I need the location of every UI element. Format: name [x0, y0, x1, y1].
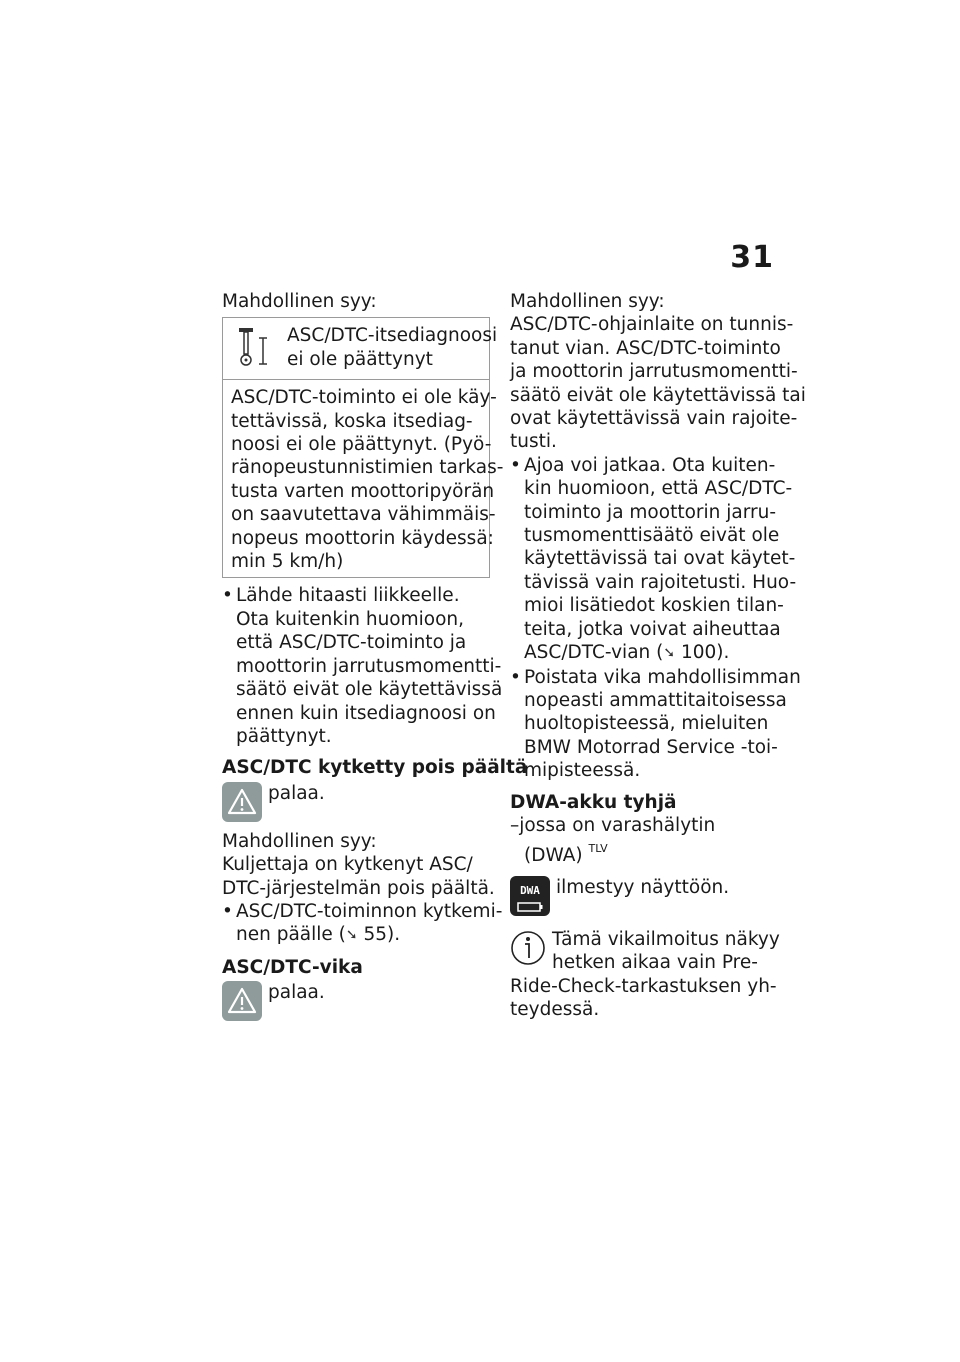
dwa-variant-line: (DWA) $^{TLV}$: [524, 842, 608, 867]
section-heading: DWA-akku tyhjä: [510, 791, 677, 813]
warning-triangle-icon: [222, 981, 262, 1021]
page-number: 31: [730, 240, 774, 275]
list-item: • Ajoa voi jatkaa. Ota kuiten- kin huomioon, että ASC/DTC- toiminto ja moottorin jarru- tusmomenttisäätö eivät ole käytettävissä tai ovat käytet- tävissä vain rajoitetusti. Huo- mioi lisätiedot koskien tilan- teita, jotka voivat aiheuttaa ASC/DTC-vian (➘ 100).: [510, 454, 778, 666]
cause-text: DTC-järjestelmän pois päältä.: [222, 877, 495, 899]
page-reference[interactable]: 55).: [363, 924, 401, 946]
self-diagnosis-box-header: [223, 318, 498, 380]
cause-text: säätö eivät ole käytettävissä tai: [510, 384, 806, 406]
right-column: [510, 290, 806, 1021]
cause-text: ASC/DTC-ohjainlaite on tunnis-: [510, 314, 794, 336]
list-item: • ASC/DTC-toiminnon kytkemi- nen päälle (➘ 55).: [222, 900, 490, 948]
page-reference-arrow-icon: ➘: [663, 645, 676, 662]
list-item: • Poistata vika mahdollisimman nopeasti ammattitaitoisessa huoltopisteessä, mieluiten BMW Motorrad Service -toi- mipisteessä.: [510, 666, 778, 783]
left-column: [222, 290, 528, 1021]
cause-label: Mahdollinen syy:: [510, 291, 665, 312]
warning-row: palaa.: [222, 981, 490, 1021]
info-text: teydessä.: [510, 998, 600, 1020]
cause-text: Kuljettaja on kytkenyt ASC/: [222, 854, 473, 876]
tlv-superscript: TLV: [588, 842, 608, 856]
info-note: Tämä vikailmoitus näkyy hetken aikaa vain Pre-: [510, 928, 778, 975]
cause-text: tusti.: [510, 431, 557, 453]
warning-row: palaa.: [222, 782, 490, 822]
list-item: • Lähde hitaasti liikkeelle. Ota kuitenkin huomioon, että ASC/DTC-toiminto ja moottorin jarrutusmomentti- säätö eivät ole käytettävissä ennen kuin itsediagnoosi on päättynyt.: [222, 584, 490, 748]
dwa-battery-icon: DWA: [510, 876, 550, 916]
info-text: Ride-Check-tarkastuksen yh-: [510, 975, 777, 997]
section-heading: ASC/DTC kytketty pois päältä: [222, 757, 528, 779]
section-heading: ASC/DTC-vika: [222, 956, 363, 978]
cause-label: Mahdollinen syy:: [222, 291, 377, 312]
self-diagnosis-description: ASC/DTC-toiminto ei ole käy- tettävissä, koska itsediag- noosi ei ole päättynyt. (Pyö- ränopeustunnistimien tarkas- tusta varten moottoripyörän on saavutettava vähimmäis- nopeus moottorin käydessä: min 5 km/h): [231, 387, 504, 573]
cause-text: ja moottorin jarrutusmomentti-: [510, 361, 798, 383]
self-diagnosis-box: [222, 317, 504, 578]
info-icon: [510, 928, 546, 968]
self-diagnosis-title: ASC/DTC-itsediagnoosi ei ole päättynyt: [287, 325, 498, 370]
dwa-variant-line: –jossa on varashälytin: [510, 814, 716, 836]
cause-text: ovat käytettävissä vain rajoite-: [510, 408, 798, 430]
page-reference-arrow-icon: ➘: [345, 927, 358, 944]
cause-label: Mahdollinen syy:: [222, 830, 377, 852]
page-reference[interactable]: 100).: [680, 642, 730, 664]
dwa-row: DWA ilmestyy näyttöön.: [510, 876, 778, 916]
warning-triangle-icon: [222, 782, 262, 822]
diagnosis-gauge-icon: [237, 324, 273, 370]
cause-text: tanut vian. ASC/DTC-toiminto: [510, 337, 781, 359]
